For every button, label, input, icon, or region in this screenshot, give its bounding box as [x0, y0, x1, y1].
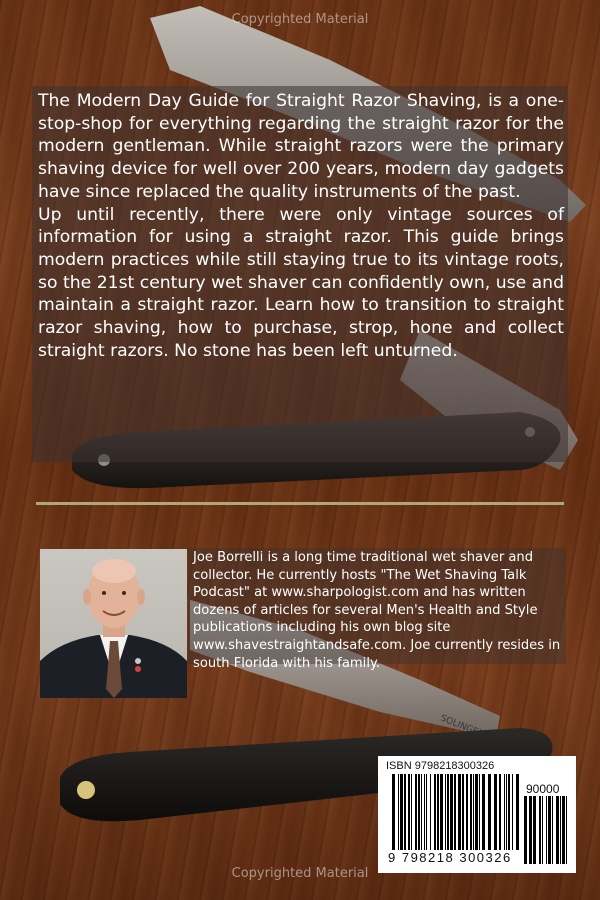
blurb-paragraph-1: The Modern Day Guide for Straight Razor Shaving, is a one-stop-shop for everything regarding the straight razor for the modern gentleman. While straight razors were the primary shaving device for well over 200 years, modern day gadgets have since replaced the quality instruments of the past. [38, 91, 564, 202]
isbn-barcode [378, 756, 576, 873]
section-divider [36, 502, 564, 505]
price-code: 90000 [526, 782, 560, 796]
watermark-bottom: Copyrighted Material [231, 866, 369, 881]
barcode-addon-bars [524, 796, 570, 864]
lower-pin [77, 781, 95, 799]
author-photo [40, 549, 187, 698]
isbn-digits: 9 798218 300326 [388, 850, 512, 865]
book-blurb [38, 90, 564, 362]
isbn-label: ISBN 9798218300326 [386, 760, 495, 772]
watermark-top: Copyrighted Material [231, 12, 369, 27]
blurb-paragraph-2: Up until recently, there were only vintage sources of information for using a straight razor. This guide brings modern practices while still staying true to its vintage roots, so the 21st century wet shaver can confidently own, use and maintain a straight razor. Learn how to transition to straight razor shaving, how to purchase, strop, hone and collect straight razors. No stone has been left unturned. [38, 204, 564, 361]
author-bio: Joe Borrelli is a long time traditional wet shaver and collector. He currently hosts "The Wet Shaving Talk Podcast" at www.sharpologist.com and has written dozens of articles for several Men's Health and Style publications including his own blog site www.shavestraightandsafe.com. Joe currently resides in south Florida with his family. [193, 550, 561, 671]
barcode-bars [392, 774, 520, 850]
